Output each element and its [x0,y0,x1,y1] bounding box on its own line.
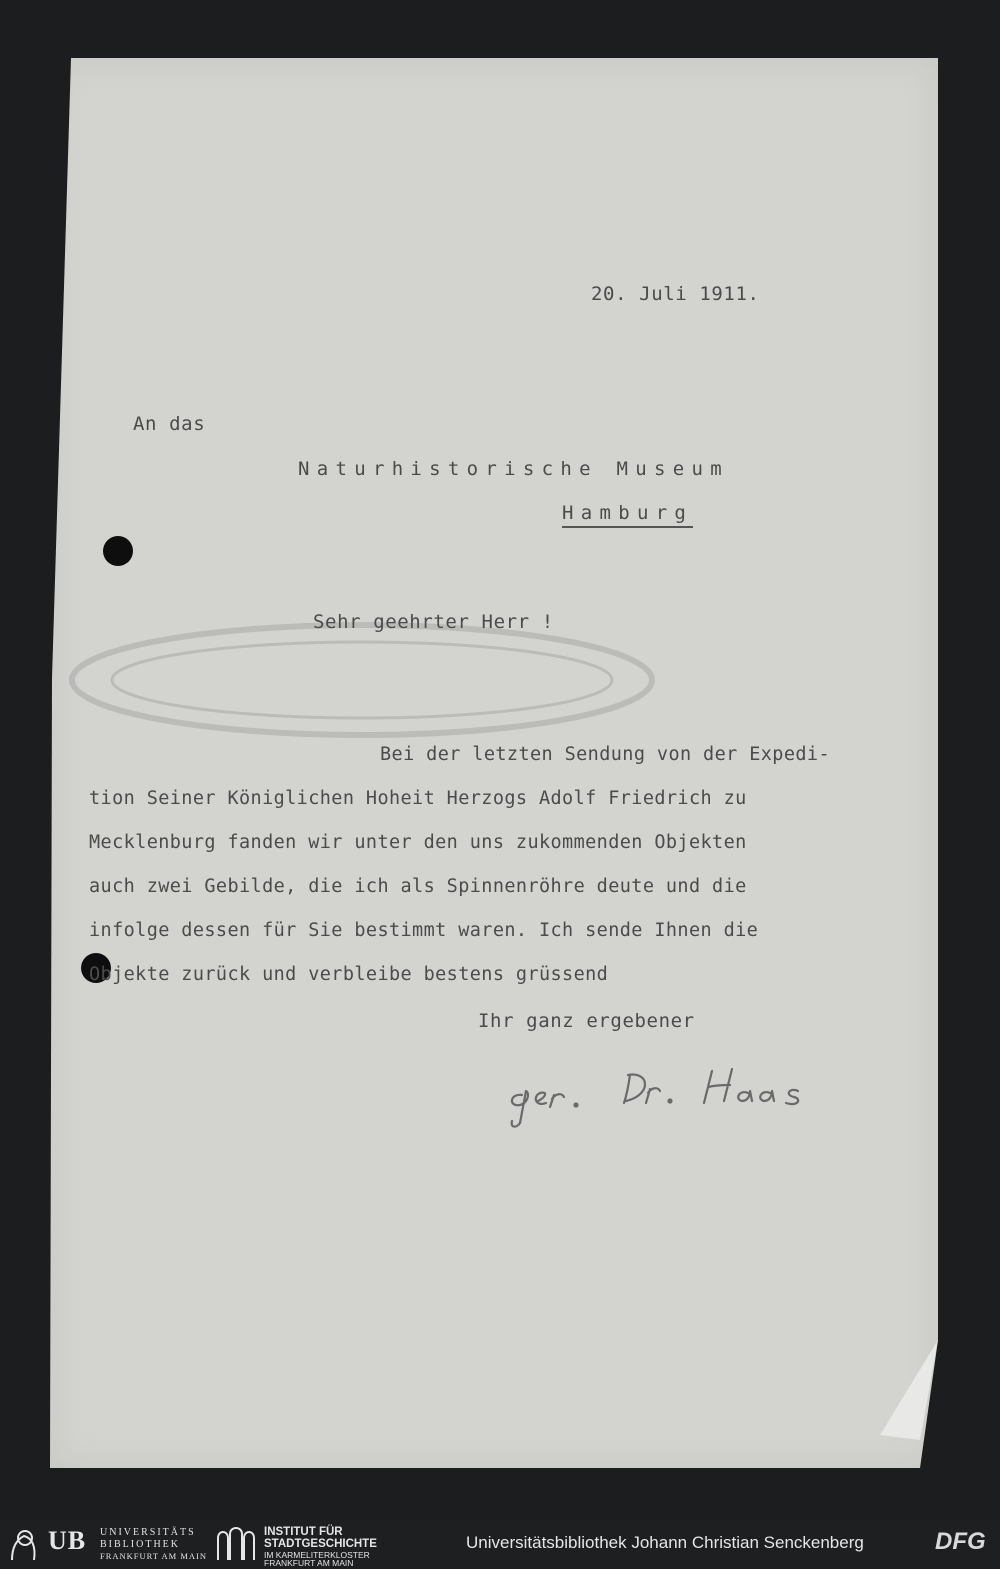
body-line-5: infolge dessen für Sie bestimmt waren. Ich sende Ihnen die [89,920,759,941]
isg-logo [214,1524,414,1568]
recipient-city: Hamburg [562,502,693,528]
recipient-institution: Naturhistorische Museum [298,458,729,480]
dfg-logo: DFG [935,1528,986,1555]
body-line-3: Mecklenburg fanden wir unter den uns zukommenden Objekten [89,832,747,853]
closing: Ihr ganz ergebener [478,1010,695,1032]
goethe-portrait-icon [4,1526,44,1562]
recipient-line-1: An das [133,413,206,435]
isg-line-4: FRANKFURT AM MAIN [264,1558,354,1568]
punch-hole-top [103,536,133,566]
isg-line-2: STADTGESCHICHTE [264,1538,377,1550]
ub-line-3: FRANKFURT AM MAIN [100,1551,208,1561]
letter-date: 20. Juli 1911. [591,283,760,305]
ub-line-2: BIBLIOTHEK [100,1539,180,1550]
church-arches-icon [214,1526,258,1562]
isg-line-3: IM KARMELITERKLOSTER [264,1550,370,1560]
ub-line-1: UNIVERSITÄTS [100,1527,196,1538]
body-line-6: Objekte zurück und verbleibe bestens grüssend [89,964,609,985]
body-line-4: auch zwei Gebilde, die ich als Spinnenröhre deute und die [89,876,747,897]
ub-logo [4,1524,208,1564]
handwritten-signature [500,1045,820,1135]
ub-abbreviation: UB [48,1526,87,1555]
salutation: Sehr geehrter Herr ! [313,611,554,633]
isg-line-1: INSTITUT FÜR [264,1526,343,1538]
body-line-1: Bei der letzten Sendung von der Expedi- [380,744,830,765]
body-line-2: tion Seiner Königlichen Hoheit Herzogs Adolf Friedrich zu [89,788,747,809]
library-name: Universitätsbibliothek Johann Christian Senckenberg [466,1533,864,1552]
